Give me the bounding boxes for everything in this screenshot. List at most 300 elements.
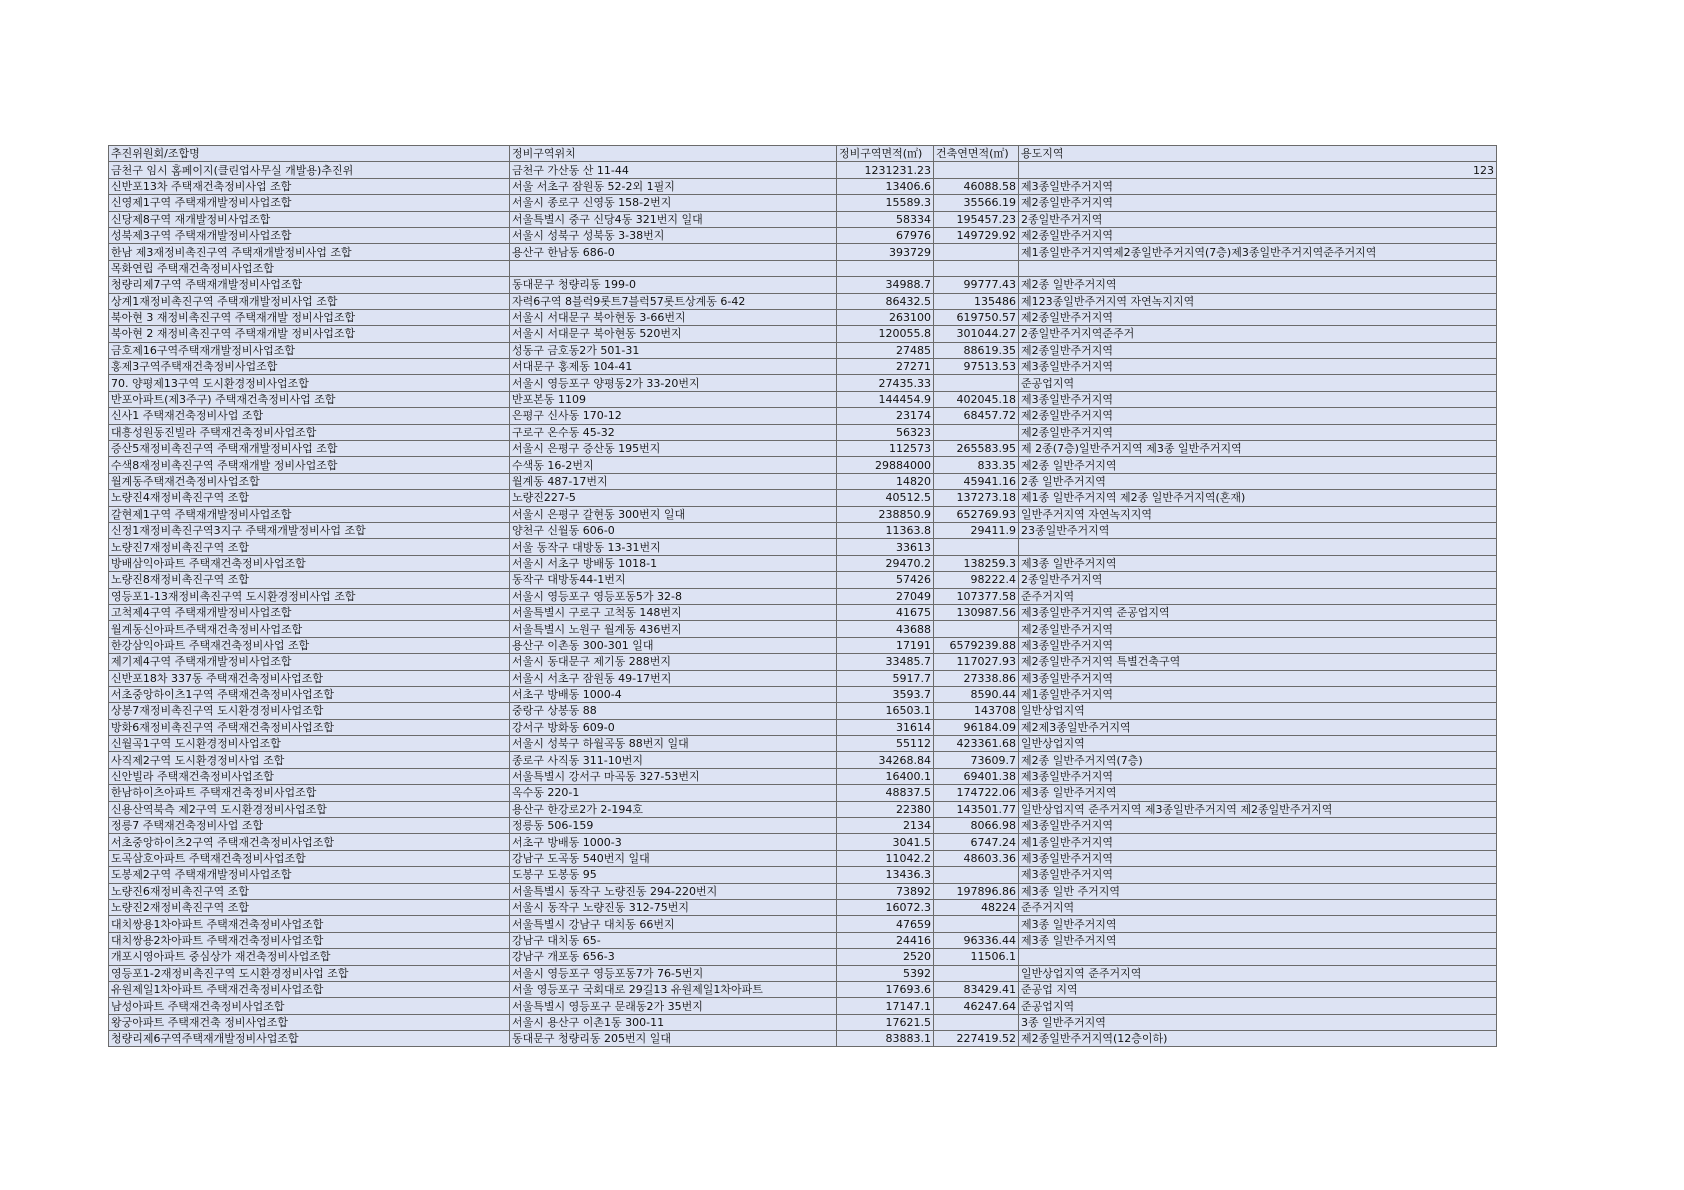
cell-zone-area: 34988.7 <box>837 277 934 293</box>
cell-zone-area: 22380 <box>837 801 934 817</box>
cell-land-use-zone: 제3종일반주거지역 <box>1019 768 1497 784</box>
cell-zone-area: 56323 <box>837 424 934 440</box>
cell-floor-area: 6747.24 <box>934 834 1019 850</box>
cell-association-name: 신반포18차 337동 주택재건축정비사업조합 <box>109 670 510 686</box>
cell-association-name: 방배삼익아파트 주택재건축정비사업조합 <box>109 555 510 571</box>
table-row <box>109 1014 1497 1030</box>
cell-floor-area: 97513.53 <box>934 359 1019 375</box>
cell-zone-location: 중랑구 상봉동 88 <box>510 703 837 719</box>
cell-floor-area: 143501.77 <box>934 801 1019 817</box>
cell-zone-area: 263100 <box>837 309 934 325</box>
cell-zone-location <box>510 260 837 276</box>
cell-land-use-zone: 제3종일반주거지역 <box>1019 867 1497 883</box>
cell-land-use-zone: 123 <box>1019 162 1497 178</box>
cell-zone-location: 노량진227-5 <box>510 490 837 506</box>
cell-zone-location: 종로구 사직동 311-10번지 <box>510 752 837 768</box>
cell-association-name: 한강삼익아파트 주택재건축정비사업 조합 <box>109 637 510 653</box>
cell-land-use-zone: 제2종일반주거지역 <box>1019 408 1497 424</box>
cell-floor-area: 138259.3 <box>934 555 1019 571</box>
cell-association-name: 북아현 3 재정비촉진구역 주택재개발 정비사업조합 <box>109 309 510 325</box>
cell-zone-location: 반포본동 1109 <box>510 391 837 407</box>
cell-zone-area: 34268.84 <box>837 752 934 768</box>
cell-zone-location: 은평구 신사동 170-12 <box>510 408 837 424</box>
table-row <box>109 768 1497 784</box>
cell-zone-location: 서초구 방배동 1000-3 <box>510 834 837 850</box>
table-row <box>109 736 1497 752</box>
cell-land-use-zone: 제123종일반주거지역 자연녹지지역 <box>1019 293 1497 309</box>
cell-floor-area: 135486 <box>934 293 1019 309</box>
cell-association-name: 영등포1-2재정비촉진구역 도시환경정비사업 조합 <box>109 965 510 981</box>
cell-floor-area <box>934 424 1019 440</box>
cell-land-use-zone: 제1종일반주거지역 <box>1019 834 1497 850</box>
table-row <box>109 932 1497 948</box>
cell-association-name: 사직제2구역 도시환경정비사업 조합 <box>109 752 510 768</box>
cell-zone-location: 도봉구 도봉동 95 <box>510 867 837 883</box>
cell-association-name: 왕궁아파트 주택재건축 정비사업조합 <box>109 1014 510 1030</box>
cell-association-name: 월계동신아파트주택재건축정비사업조합 <box>109 621 510 637</box>
cell-zone-location: 동대문구 청량리동 199-0 <box>510 277 837 293</box>
cell-association-name: 신반포13차 주택재건축정비사업 조합 <box>109 178 510 194</box>
cell-association-name: 청량리제6구역주택재개발정비사업조합 <box>109 1031 510 1047</box>
cell-land-use-zone: 제3종일반주거지역 <box>1019 670 1497 686</box>
cell-floor-area: 195457.23 <box>934 211 1019 227</box>
cell-association-name: 청량리제7구역 주택재개발정비사업조합 <box>109 277 510 293</box>
cell-floor-area: 96184.09 <box>934 719 1019 735</box>
cell-floor-area <box>934 621 1019 637</box>
table-row <box>109 375 1497 391</box>
table-row <box>109 522 1497 538</box>
cell-association-name: 홍제3구역주택재건축정비사업조합 <box>109 359 510 375</box>
cell-zone-area <box>837 260 934 276</box>
table-row <box>109 916 1497 932</box>
cell-floor-area: 99777.43 <box>934 277 1019 293</box>
cell-zone-location: 서울시 성북구 성북동 3-38번지 <box>510 227 837 243</box>
table-row <box>109 244 1497 260</box>
cell-zone-area: 31614 <box>837 719 934 735</box>
table-row <box>109 621 1497 637</box>
cell-association-name: 신사1 주택재건축정비사업 조합 <box>109 408 510 424</box>
cell-zone-location: 서울특별시 강남구 대치동 66번지 <box>510 916 837 932</box>
cell-floor-area: 48603.36 <box>934 850 1019 866</box>
cell-land-use-zone: 2종 일반주거지역 <box>1019 473 1497 489</box>
table-row <box>109 637 1497 653</box>
cell-floor-area: 35566.19 <box>934 195 1019 211</box>
cell-zone-area: 17693.6 <box>837 981 934 997</box>
cell-land-use-zone: 일반상업지역 준주거지역 <box>1019 965 1497 981</box>
table-row <box>109 457 1497 473</box>
cell-floor-area: 619750.57 <box>934 309 1019 325</box>
cell-land-use-zone: 준주거지역 <box>1019 588 1497 604</box>
cell-floor-area: 83429.41 <box>934 981 1019 997</box>
cell-zone-location: 서울시 서초구 잠원동 49-17번지 <box>510 670 837 686</box>
cell-floor-area: 137273.18 <box>934 490 1019 506</box>
cell-zone-location: 서울시 영등포구 양평동2가 33-20번지 <box>510 375 837 391</box>
cell-zone-area: 16400.1 <box>837 768 934 784</box>
cell-land-use-zone: 제2종일반주거지역 <box>1019 227 1497 243</box>
cell-zone-area: 11042.2 <box>837 850 934 866</box>
cell-zone-location: 서울 서초구 잠원동 52-2외 1필지 <box>510 178 837 194</box>
table-row <box>109 818 1497 834</box>
cell-land-use-zone: 준공업지역 <box>1019 375 1497 391</box>
cell-floor-area: 88619.35 <box>934 342 1019 358</box>
cell-floor-area <box>934 965 1019 981</box>
table-row <box>109 260 1497 276</box>
cell-land-use-zone: 일반상업지역 <box>1019 703 1497 719</box>
table-row <box>109 654 1497 670</box>
table-row <box>109 981 1497 997</box>
cell-land-use-zone: 제2종 일반주거지역 <box>1019 457 1497 473</box>
cell-zone-location: 서울시 서대문구 북아현동 520번지 <box>510 326 837 342</box>
cell-zone-area: 55112 <box>837 736 934 752</box>
cell-zone-location: 서울특별시 구로구 고척동 148번지 <box>510 604 837 620</box>
cell-association-name: 서초중앙하이츠1구역 주택재건축정비사업조합 <box>109 686 510 702</box>
cell-zone-location: 월계동 487-17번지 <box>510 473 837 489</box>
cell-zone-area: 58334 <box>837 211 934 227</box>
cell-zone-location: 서울시 서대문구 북아현동 3-66번지 <box>510 309 837 325</box>
cell-land-use-zone: 일반상업지역 준주거지역 제3종일반주거지역 제2종일반주거지역 <box>1019 801 1497 817</box>
cell-floor-area: 402045.18 <box>934 391 1019 407</box>
cell-association-name: 서초중앙하이츠2구역 주택재건축정비사업조합 <box>109 834 510 850</box>
table-row <box>109 211 1497 227</box>
cell-floor-area: 107377.58 <box>934 588 1019 604</box>
table-row <box>109 604 1497 620</box>
cell-floor-area: 69401.38 <box>934 768 1019 784</box>
cell-zone-area: 29470.2 <box>837 555 934 571</box>
cell-zone-location: 서울특별시 노원구 월계동 436번지 <box>510 621 837 637</box>
cell-land-use-zone: 제3종일반주거지역 <box>1019 850 1497 866</box>
cell-floor-area: 96336.44 <box>934 932 1019 948</box>
cell-association-name: 반포아파트(제3주구) 주택재건축정비사업 조합 <box>109 391 510 407</box>
cell-association-name: 신월곡1구역 도시환경정비사업조합 <box>109 736 510 752</box>
cell-zone-location: 서울시 동대문구 제기동 288번지 <box>510 654 837 670</box>
cell-zone-area: 3041.5 <box>837 834 934 850</box>
cell-zone-area: 33613 <box>837 539 934 555</box>
cell-zone-area: 1231231.23 <box>837 162 934 178</box>
cell-zone-location: 옥수동 220-1 <box>510 785 837 801</box>
cell-floor-area <box>934 1014 1019 1030</box>
cell-zone-area: 3593.7 <box>837 686 934 702</box>
cell-association-name: 유원제일1차아파트 주택재건축정비사업조합 <box>109 981 510 997</box>
cell-land-use-zone: 준공업지역 <box>1019 998 1497 1014</box>
table-row <box>109 293 1497 309</box>
cell-association-name: 개포시영아파트 중심상가 재건축정비사업조합 <box>109 949 510 965</box>
cell-association-name: 한남 제3재정비촉진구역 주택재개발정비사업 조합 <box>109 244 510 260</box>
cell-floor-area: 73609.7 <box>934 752 1019 768</box>
cell-zone-area: 17621.5 <box>837 1014 934 1030</box>
header-land-use-zone: 용도지역 <box>1019 146 1497 162</box>
cell-floor-area: 833.35 <box>934 457 1019 473</box>
cell-floor-area: 98222.4 <box>934 572 1019 588</box>
cell-land-use-zone: 2종일반주거지역 <box>1019 211 1497 227</box>
cell-zone-area: 2134 <box>837 818 934 834</box>
cell-zone-location: 서울시 영등포구 영등포동5가 32-8 <box>510 588 837 604</box>
table-row <box>109 178 1497 194</box>
cell-zone-area: 16503.1 <box>837 703 934 719</box>
table-row <box>109 719 1497 735</box>
cell-zone-area: 27049 <box>837 588 934 604</box>
table-row <box>109 949 1497 965</box>
cell-association-name: 도곡삼호아파트 주택재건축정비사업조합 <box>109 850 510 866</box>
cell-zone-area: 144454.9 <box>837 391 934 407</box>
table-row <box>109 359 1497 375</box>
cell-zone-location: 동작구 대방동44-1번지 <box>510 572 837 588</box>
cell-zone-location: 강남구 개포동 656-3 <box>510 949 837 965</box>
table-row <box>109 162 1497 178</box>
cell-zone-area: 13406.6 <box>837 178 934 194</box>
cell-zone-area: 29884000 <box>837 457 934 473</box>
table-row <box>109 686 1497 702</box>
cell-floor-area: 46088.58 <box>934 178 1019 194</box>
cell-floor-area <box>934 867 1019 883</box>
cell-zone-area: 40512.5 <box>837 490 934 506</box>
cell-association-name: 한남하이츠아파트 주택재건축정비사업조합 <box>109 785 510 801</box>
cell-association-name: 증산5재정비촉진구역 주택재개발정비사업 조합 <box>109 441 510 457</box>
cell-association-name: 성북제3구역 주택재개발정비사업조합 <box>109 227 510 243</box>
cell-land-use-zone: 제2종 일반주거지역 <box>1019 277 1497 293</box>
cell-association-name: 갈현제1구역 주택재개발정비사업조합 <box>109 506 510 522</box>
cell-floor-area: 301044.27 <box>934 326 1019 342</box>
cell-zone-area: 86432.5 <box>837 293 934 309</box>
cell-floor-area: 423361.68 <box>934 736 1019 752</box>
cell-zone-location: 서울시 용산구 이촌1동 300-11 <box>510 1014 837 1030</box>
cell-land-use-zone: 제3종 일반 주거지역 <box>1019 883 1497 899</box>
table-row <box>109 391 1497 407</box>
cell-zone-area: 15589.3 <box>837 195 934 211</box>
cell-land-use-zone: 일반상업지역 <box>1019 736 1497 752</box>
cell-land-use-zone <box>1019 539 1497 555</box>
cell-land-use-zone: 제1종일반주거지역 <box>1019 686 1497 702</box>
cell-association-name: 월계동주택재건축정비사업조합 <box>109 473 510 489</box>
cell-zone-area: 47659 <box>837 916 934 932</box>
table-row <box>109 572 1497 588</box>
cell-floor-area <box>934 539 1019 555</box>
cell-zone-area: 33485.7 <box>837 654 934 670</box>
cell-association-name: 방화6재정비촉진구역 주택재건축정비사업조합 <box>109 719 510 735</box>
cell-zone-location: 용산구 한강로2가 2-194호 <box>510 801 837 817</box>
cell-floor-area: 8590.44 <box>934 686 1019 702</box>
cell-floor-area: 48224 <box>934 899 1019 915</box>
cell-floor-area: 265583.95 <box>934 441 1019 457</box>
cell-land-use-zone: 제3종일반주거지역 <box>1019 637 1497 653</box>
cell-zone-area: 27271 <box>837 359 934 375</box>
cell-zone-area: 57426 <box>837 572 934 588</box>
table-row <box>109 588 1497 604</box>
cell-floor-area: 130987.56 <box>934 604 1019 620</box>
table-row <box>109 965 1497 981</box>
cell-land-use-zone: 제2종일반주거지역 특별건축구역 <box>1019 654 1497 670</box>
cell-association-name: 상계1재정비촉진구역 주택재개발정비사업 조합 <box>109 293 510 309</box>
cell-association-name: 신용산역북측 제2구역 도시환경정비사업조합 <box>109 801 510 817</box>
cell-land-use-zone: 제3종 일반주거지역 <box>1019 555 1497 571</box>
cell-zone-area: 5917.7 <box>837 670 934 686</box>
cell-association-name: 신정1재정비촉진구역3지구 주택재개발정비사업 조합 <box>109 522 510 538</box>
cell-zone-location: 용산구 이촌동 300-301 일대 <box>510 637 837 653</box>
cell-zone-location: 서울 영등포구 국회대로 29길13 유원제일1차아파트 <box>510 981 837 997</box>
table-row <box>109 227 1497 243</box>
cell-land-use-zone: 제3종일반주거지역 <box>1019 391 1497 407</box>
cell-association-name: 노량진2재정비촉진구역 조합 <box>109 899 510 915</box>
cell-zone-area: 393729 <box>837 244 934 260</box>
cell-land-use-zone: 제1종 일반주거지역 제2종 일반주거지역(혼재) <box>1019 490 1497 506</box>
cell-association-name: 신안빌라 주택재건축정비사업조합 <box>109 768 510 784</box>
cell-zone-location: 서울특별시 영등포구 문래동2가 35번지 <box>510 998 837 1014</box>
cell-land-use-zone: 23종일반주거지역 <box>1019 522 1497 538</box>
cell-land-use-zone: 제3종일반주거지역 <box>1019 359 1497 375</box>
cell-zone-area: 11363.8 <box>837 522 934 538</box>
cell-land-use-zone: 준공업 지역 <box>1019 981 1497 997</box>
cell-association-name: 신당제8구역 재개발정비사업조합 <box>109 211 510 227</box>
cell-zone-location: 서울 동작구 대방동 13-31번지 <box>510 539 837 555</box>
cell-land-use-zone: 제3종 일반주거지역 <box>1019 916 1497 932</box>
cell-association-name: 상봉7재정비촉진구역 도시환경정비사업조합 <box>109 703 510 719</box>
cell-association-name: 노량진6재정비촉진구역 조합 <box>109 883 510 899</box>
table-row <box>109 670 1497 686</box>
cell-zone-area: 27435.33 <box>837 375 934 391</box>
header-zone-area: 정비구역면적(㎡) <box>837 146 934 162</box>
cell-zone-location: 서울시 영등포구 영등포동7가 76-5번지 <box>510 965 837 981</box>
cell-land-use-zone: 3종 일반주거지역 <box>1019 1014 1497 1030</box>
cell-zone-area: 16072.3 <box>837 899 934 915</box>
cell-zone-location: 서울특별시 강서구 마곡동 327-53번지 <box>510 768 837 784</box>
table-row <box>109 883 1497 899</box>
cell-zone-area: 41675 <box>837 604 934 620</box>
cell-floor-area <box>934 375 1019 391</box>
cell-land-use-zone: 제2종일반주거지역(12층이하) <box>1019 1031 1497 1047</box>
cell-zone-location: 양천구 신월동 606-0 <box>510 522 837 538</box>
table-row <box>109 195 1497 211</box>
table-row <box>109 473 1497 489</box>
cell-land-use-zone: 제1종일반주거지역제2종일반주거지역(7층)제3종일반주거지역준주거지역 <box>1019 244 1497 260</box>
cell-zone-location: 서울특별시 동작구 노량진동 294-220번지 <box>510 883 837 899</box>
table-row <box>109 326 1497 342</box>
table-row <box>109 490 1497 506</box>
table-row <box>109 342 1497 358</box>
cell-zone-location: 금천구 가산동 산 11-44 <box>510 162 837 178</box>
cell-zone-area: 43688 <box>837 621 934 637</box>
cell-zone-area: 48837.5 <box>837 785 934 801</box>
table-row <box>109 539 1497 555</box>
cell-zone-location: 서대문구 홍제동 104-41 <box>510 359 837 375</box>
cell-association-name: 노량진8재정비촉진구역 조합 <box>109 572 510 588</box>
cell-floor-area: 197896.86 <box>934 883 1019 899</box>
cell-association-name: 대흥성원동진빌라 주택재건축정비사업조합 <box>109 424 510 440</box>
cell-floor-area: 143708 <box>934 703 1019 719</box>
cell-floor-area: 149729.92 <box>934 227 1019 243</box>
cell-land-use-zone: 제2종일반주거지역 <box>1019 424 1497 440</box>
cell-zone-area: 5392 <box>837 965 934 981</box>
table-header-row <box>109 146 1497 162</box>
cell-zone-area: 73892 <box>837 883 934 899</box>
cell-land-use-zone: 제3종일반주거지역 <box>1019 178 1497 194</box>
cell-association-name: 대치쌍용2차아파트 주택재건축정비사업조합 <box>109 932 510 948</box>
cell-zone-location: 정릉동 506-159 <box>510 818 837 834</box>
cell-zone-area: 24416 <box>837 932 934 948</box>
header-floor-area: 건축연면적(㎡) <box>934 146 1019 162</box>
table-row <box>109 408 1497 424</box>
cell-zone-area: 2520 <box>837 949 934 965</box>
cell-zone-location: 용산구 한남동 686-0 <box>510 244 837 260</box>
cell-land-use-zone: 제2종일반주거지역 <box>1019 195 1497 211</box>
cell-land-use-zone <box>1019 949 1497 965</box>
cell-zone-location: 구로구 온수동 45-32 <box>510 424 837 440</box>
cell-floor-area: 11506.1 <box>934 949 1019 965</box>
cell-zone-area: 120055.8 <box>837 326 934 342</box>
cell-zone-area: 238850.9 <box>837 506 934 522</box>
cell-zone-location: 서울시 성북구 하월곡동 88번지 일대 <box>510 736 837 752</box>
cell-association-name: 북아현 2 재정비촉진구역 주택재개발 정비사업조합 <box>109 326 510 342</box>
cell-zone-location: 동대문구 청량리동 205번지 일대 <box>510 1031 837 1047</box>
cell-zone-area: 27485 <box>837 342 934 358</box>
cell-association-name: 영등포1-13재정비촉진구역 도시환경정비사업 조합 <box>109 588 510 604</box>
table-row <box>109 703 1497 719</box>
cell-zone-location: 수색동 16-2번지 <box>510 457 837 473</box>
cell-zone-area: 17147.1 <box>837 998 934 1014</box>
cell-association-name: 70. 양평제13구역 도시환경정비사업조합 <box>109 375 510 391</box>
cell-zone-location: 서울시 서초구 방배동 1018-1 <box>510 555 837 571</box>
cell-land-use-zone: 제2제3종일반주거지역 <box>1019 719 1497 735</box>
cell-zone-location: 서울시 은평구 갈현동 300번지 일대 <box>510 506 837 522</box>
cell-floor-area: 29411.9 <box>934 522 1019 538</box>
cell-floor-area <box>934 260 1019 276</box>
header-zone-location: 정비구역위치 <box>510 146 837 162</box>
cell-zone-location: 자력6구역 8블럭9롯트7블럭57롯트상계동 6-42 <box>510 293 837 309</box>
table-row <box>109 834 1497 850</box>
table-row <box>109 277 1497 293</box>
cell-zone-location: 강남구 대치동 65- <box>510 932 837 948</box>
cell-association-name: 도봉제2구역 주택재개발정비사업조합 <box>109 867 510 883</box>
cell-floor-area: 45941.16 <box>934 473 1019 489</box>
cell-association-name: 금호제16구역주택재개발정비사업조합 <box>109 342 510 358</box>
table-row <box>109 850 1497 866</box>
cell-floor-area: 8066.98 <box>934 818 1019 834</box>
table-row <box>109 441 1497 457</box>
table-row <box>109 506 1497 522</box>
cell-association-name: 고척제4구역 주택재개발정비사업조합 <box>109 604 510 620</box>
table-row <box>109 998 1497 1014</box>
table-row <box>109 801 1497 817</box>
table-row <box>109 555 1497 571</box>
cell-zone-location: 서울특별시 중구 신당4동 321번지 일대 <box>510 211 837 227</box>
cell-association-name: 목화연립 주택재건축정비사업조합 <box>109 260 510 276</box>
cell-land-use-zone: 제3종 일반주거지역 <box>1019 785 1497 801</box>
table-row <box>109 309 1497 325</box>
table-row <box>109 867 1497 883</box>
cell-land-use-zone: 2종일반주거지역준주거 <box>1019 326 1497 342</box>
cell-zone-location: 서울시 은평구 증산동 195번지 <box>510 441 837 457</box>
cell-land-use-zone: 준주거지역 <box>1019 899 1497 915</box>
cell-zone-location: 성동구 금호동2가 501-31 <box>510 342 837 358</box>
cell-association-name: 남성아파트 주택재건축정비사업조합 <box>109 998 510 1014</box>
cell-zone-location: 강서구 방화동 609-0 <box>510 719 837 735</box>
cell-zone-area: 23174 <box>837 408 934 424</box>
cell-zone-location: 서울시 동작구 노량진동 312-75번지 <box>510 899 837 915</box>
cell-zone-area: 17191 <box>837 637 934 653</box>
redevelopment-association-table <box>108 145 1497 1047</box>
cell-land-use-zone: 제3종일반주거지역 준공업지역 <box>1019 604 1497 620</box>
cell-land-use-zone: 제3종일반주거지역 <box>1019 818 1497 834</box>
cell-floor-area: 652769.93 <box>934 506 1019 522</box>
table-row <box>109 785 1497 801</box>
cell-zone-area: 83883.1 <box>837 1031 934 1047</box>
cell-zone-area: 14820 <box>837 473 934 489</box>
cell-association-name: 대치쌍용1차아파트 주택재건축정비사업조합 <box>109 916 510 932</box>
cell-floor-area: 27338.86 <box>934 670 1019 686</box>
table-row <box>109 1031 1497 1047</box>
cell-zone-location: 서울시 종로구 신영동 158-2번지 <box>510 195 837 211</box>
cell-floor-area <box>934 162 1019 178</box>
cell-floor-area: 46247.64 <box>934 998 1019 1014</box>
cell-land-use-zone: 제2종일반주거지역 <box>1019 621 1497 637</box>
